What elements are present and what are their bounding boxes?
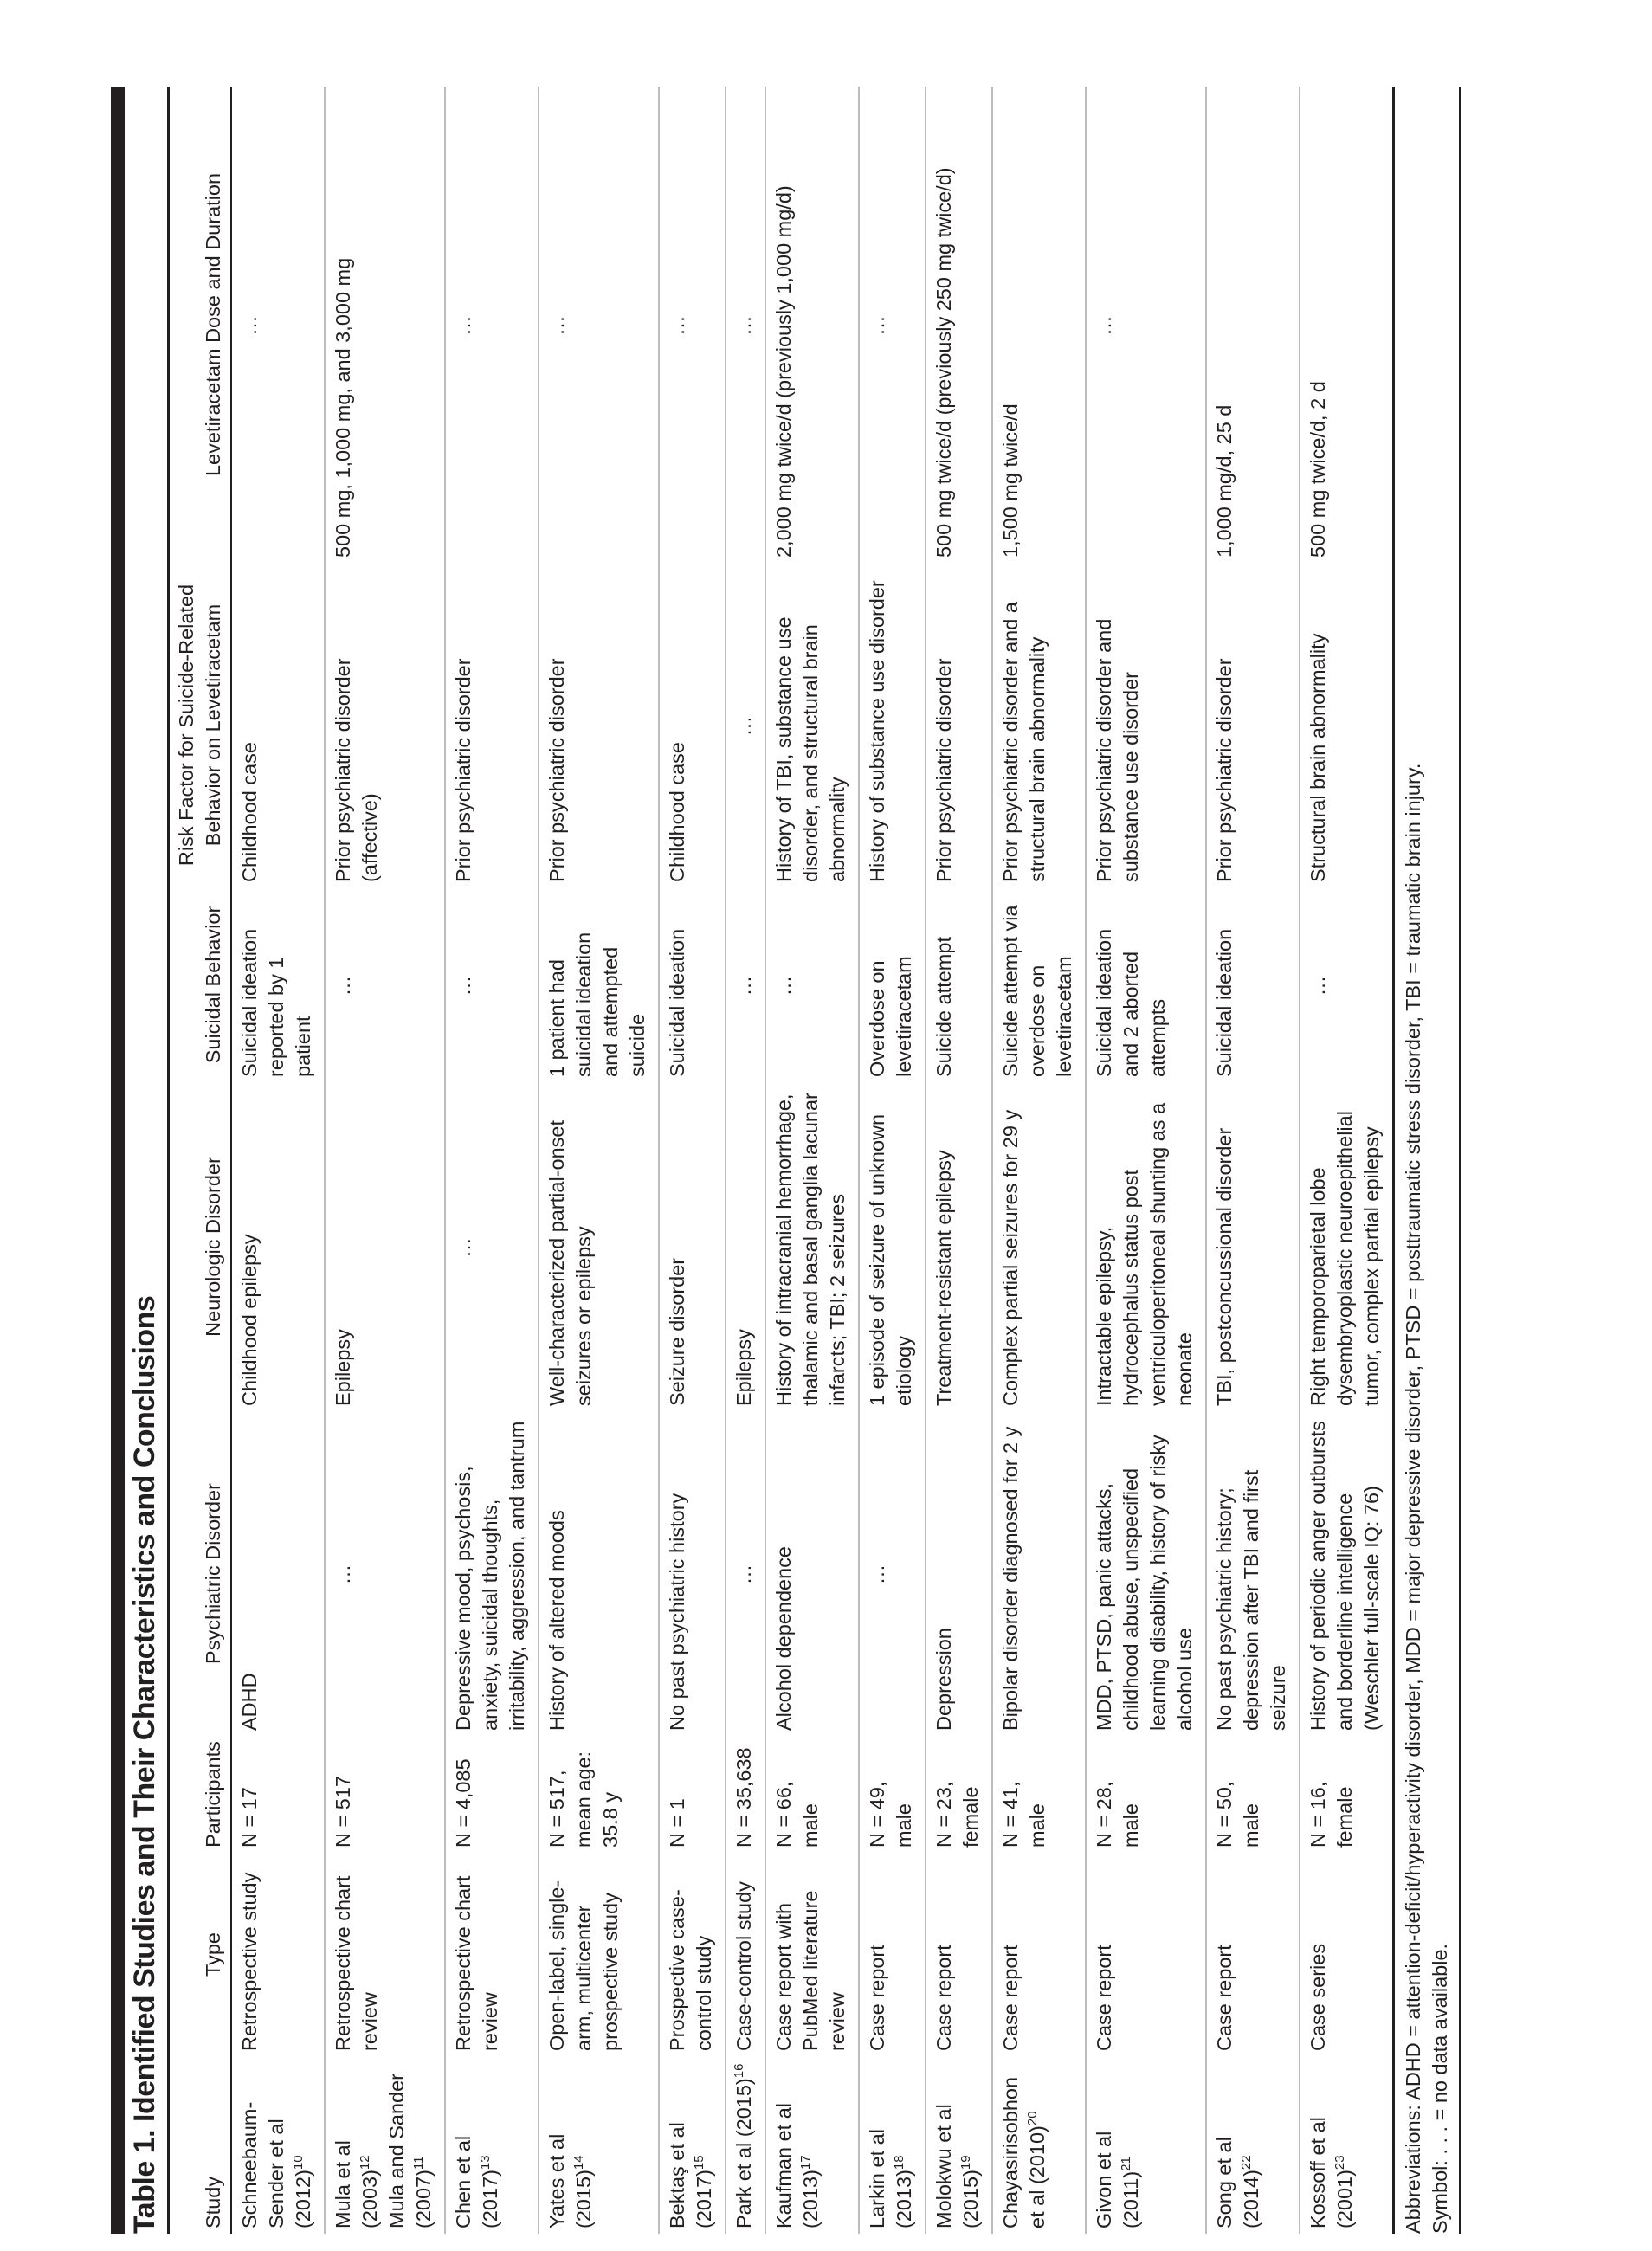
cell-dose: 1,000 mg/d, 25 d (1206, 87, 1300, 563)
cell-psychiatric: … (859, 1411, 926, 1736)
study-name: Chen et al (2017) (452, 2135, 501, 2228)
studies-table (167, 87, 1395, 2234)
study-name: Chayasirisobhon et al (2010) (999, 2076, 1049, 2228)
cell-type: Retrospective chart review (445, 1853, 539, 2056)
cell-dose: 500 mg, 1,000 mg, and 3,000 mg (325, 87, 445, 563)
study-name: Mula et al (2003) (332, 2140, 381, 2228)
cell-participants: N = 66, male (765, 1736, 859, 1853)
cell-participants: N = 23, female (926, 1736, 992, 1853)
cell-risk: Prior psychiatric disorder (926, 563, 992, 887)
cell-psychiatric: ADHD (231, 1411, 325, 1736)
cell-study (726, 2056, 765, 2234)
reference-number: 20 (1025, 2111, 1041, 2126)
cell-study (1206, 2056, 1300, 2234)
header-dose: Levetiracetam Dose and Duration (169, 87, 232, 563)
cell-suicidal: … (325, 887, 445, 1082)
cell-type: Open-label, single-arm, multicenter prospective study (539, 1853, 659, 2056)
symbol-note: Symbol: . . . = no data available. (1429, 1943, 1451, 2234)
cell-participants: N = 35,638 (726, 1736, 765, 1853)
cell-risk: History of substance use disorder (859, 563, 926, 887)
reference-number: 23 (1333, 2155, 1348, 2170)
cell-dose: … (231, 87, 325, 563)
cell-risk: Prior psychiatric disorder and substance use disorder (1086, 563, 1206, 887)
cell-type: Retrospective chart review (325, 1853, 445, 2056)
table-row (231, 87, 325, 2234)
table-row (1086, 87, 1206, 2234)
cell-suicidal: Suicidal ideation (1206, 887, 1300, 1082)
cell-suicidal: … (445, 887, 539, 1082)
cell-study (859, 2056, 926, 2234)
cell-participants: N = 1 (659, 1736, 726, 1853)
cell-dose: … (1086, 87, 1206, 563)
cell-neurologic: TBI, postconcussional disorder (1206, 1082, 1300, 1411)
cell-participants: N = 16, female (1300, 1736, 1394, 1853)
cell-neurologic: History of intracranial hemorrhage, thalamic and basal ganglia lacunar infarcts; TBI; 2 seizures (765, 1082, 859, 1411)
cell-risk: Prior psychiatric disorder (539, 563, 659, 887)
table-row (1300, 87, 1394, 2234)
cell-type: Prospective case-control study (659, 1853, 726, 2056)
header-study: Study (169, 2056, 232, 2234)
cell-suicidal: Suicidal ideation and 2 aborted attempts (1086, 887, 1206, 1082)
header-type: Type (169, 1853, 232, 2056)
reference-number: 13 (478, 2155, 494, 2170)
header-participants: Participants (169, 1736, 232, 1853)
cell-type: Case series (1300, 1853, 1394, 2056)
reference-number: 12 (358, 2155, 373, 2170)
cell-psychiatric: MDD, PTSD, panic attacks, childhood abuse, unspecified learning disability, history of risky alcohol use (1086, 1411, 1206, 1736)
study-name: Kossoff et al (2001) (1307, 2117, 1356, 2228)
cell-psychiatric: Bipolar disorder diagnosed for 2 y (992, 1411, 1086, 1736)
header-suicidal: Suicidal Behavior (169, 887, 232, 1082)
cell-psychiatric: Depression (926, 1411, 992, 1736)
cell-study (992, 2056, 1086, 2234)
cell-suicidal: … (765, 887, 859, 1082)
table-title: Table 1. Identified Studies and Their Characteristics and Conclusions (128, 1295, 161, 2234)
cell-dose: 1,500 mg twice/d (992, 87, 1086, 563)
cell-dose: … (539, 87, 659, 563)
cell-suicidal: … (1300, 887, 1394, 1082)
abbreviations-note: Abbreviations: ADHD = attention-deficit/hyperactivity disorder, MDD = major depressive disorder, PTSD = posttraumatic stress disorder, TBI = traumatic brain injury. (1402, 763, 1424, 2234)
cell-dose: 500 mg twice/d, 2 d (1300, 87, 1394, 563)
cell-suicidal: Overdose on levetiracetam (859, 887, 926, 1082)
header-psychiatric: Psychiatric Disorder (169, 1411, 232, 1736)
cell-type: Retrospective study (231, 1853, 325, 2056)
cell-neurologic: … (445, 1082, 539, 1411)
cell-risk: … (726, 563, 765, 887)
cell-participants: N = 517, mean age: 35.8 y (539, 1736, 659, 1853)
cell-psychiatric: … (726, 1411, 765, 1736)
table-row (926, 87, 992, 2234)
table-row (726, 87, 765, 2234)
cell-dose: 500 mg twice/d (previously 250 mg twice/d) (926, 87, 992, 563)
cell-study (765, 2056, 859, 2234)
cell-participants: N = 50, male (1206, 1736, 1300, 1853)
study-name: Yates et al (2015) (545, 2133, 595, 2228)
cell-psychiatric: History of altered moods (539, 1411, 659, 1736)
cell-psychiatric: … (325, 1411, 445, 1736)
cell-participants: N = 4,085 (445, 1736, 539, 1853)
cell-suicidal: Suicidal ideation reported by 1 patient (231, 887, 325, 1082)
table-row (765, 87, 859, 2234)
cell-dose: … (859, 87, 926, 563)
study-name: Bektaş et al (2017) (666, 2122, 715, 2228)
cell-type: Case report (1086, 1853, 1206, 2056)
cell-dose: 2,000 mg twice/d (previously 1,000 mg/d) (765, 87, 859, 563)
cell-psychiatric: No past psychiatric history (659, 1411, 726, 1736)
cell-risk: Prior psychiatric disorder and a structural brain abnormality (992, 563, 1086, 887)
table-footnote (1395, 87, 1461, 2234)
cell-suicidal: Suicidal ideation (659, 887, 726, 1082)
cell-neurologic: Right temporoparietal lobe dysembryoplastic neuroepithelial tumor, complex partial epilepsy (1300, 1082, 1394, 1411)
cell-neurologic: Intractable epilepsy, hydrocephalus status post ventriculoperitoneal shunting as a neonate (1086, 1082, 1206, 1411)
table-row (1206, 87, 1300, 2234)
reference-number: 10 (291, 2155, 307, 2170)
cell-participants: N = 17 (231, 1736, 325, 1853)
cell-participants: N = 28, male (1086, 1736, 1206, 1853)
cell-suicidal: Suicide attempt via overdose on levetiracetam (992, 887, 1086, 1082)
cell-type: Case report (926, 1853, 992, 2056)
cell-neurologic: 1 episode of seizure of unknown etiology (859, 1082, 926, 1411)
cell-type: Case-control study (726, 1853, 765, 2056)
cell-dose: … (726, 87, 765, 563)
cell-study (1086, 2056, 1206, 2234)
study-name: Givon et al (2011) (1093, 2131, 1142, 2228)
cell-neurologic: Complex partial seizures for 29 y (992, 1082, 1086, 1411)
reference-number: 19 (958, 2155, 974, 2170)
cell-risk: Prior psychiatric disorder (affective) (325, 563, 445, 887)
table-row (325, 87, 445, 2234)
header-neurologic: Neurologic Disorder (169, 1082, 232, 1411)
cell-neurologic: Well-characterized partial-onset seizures or epilepsy (539, 1082, 659, 1411)
cell-study (1300, 2056, 1394, 2234)
cell-psychiatric: Alcohol dependence (765, 1411, 859, 1736)
cell-psychiatric: History of periodic anger outbursts and borderline intelligence (Weschler full-scale IQ: 76) (1300, 1411, 1394, 1736)
cell-study (325, 2056, 445, 2234)
reference-number: 18 (892, 2155, 907, 2170)
rotated-table-page (111, 87, 1539, 2234)
study-name: Kaufman et al (2013) (772, 2102, 822, 2228)
study-name: Song et al (2014) (1213, 2137, 1262, 2228)
reference-number: 17 (798, 2155, 814, 2170)
cell-risk: Childhood case (231, 563, 325, 887)
cell-study (231, 2056, 325, 2234)
cell-risk: History of TBI, substance use disorder, and structural brain abnormality (765, 563, 859, 887)
table-row (445, 87, 539, 2234)
study-name: Schneebaum-Sender et al (2012) (238, 2101, 314, 2228)
cell-type: Case report (992, 1853, 1086, 2056)
study-name: Park et al (2015) (732, 2078, 755, 2228)
table-row (992, 87, 1086, 2234)
cell-neurologic: Childhood epilepsy (231, 1082, 325, 1411)
cell-suicidal: … (726, 887, 765, 1082)
table-title-bar (111, 87, 167, 2234)
cell-type: Case report (859, 1853, 926, 2056)
cell-type: Case report (1206, 1853, 1300, 2056)
reference-number: 21 (1119, 2157, 1134, 2171)
cell-participants: N = 41, male (992, 1736, 1086, 1853)
cell-type: Case report with PubMed literature review (765, 1853, 859, 2056)
cell-neurologic: Epilepsy (325, 1082, 445, 1411)
cell-suicidal: 1 patient had suicidal ideation and attempted suicide (539, 887, 659, 1082)
table-header-row (169, 87, 232, 2234)
cell-neurologic: Seizure disorder (659, 1082, 726, 1411)
table-row (859, 87, 926, 2234)
header-risk: Risk Factor for Suicide-Related Behavior on Levetiracetam (169, 563, 232, 887)
cell-study (445, 2056, 539, 2234)
reference-number: 22 (1239, 2155, 1255, 2170)
table-row (659, 87, 726, 2234)
reference-number: 15 (692, 2155, 707, 2170)
study-name: Mula and Sander (2007) (385, 2074, 435, 2228)
reference-number: 11 (411, 2156, 427, 2170)
reference-number: 14 (571, 2155, 587, 2170)
cell-study (659, 2056, 726, 2234)
cell-participants: N = 517 (325, 1736, 445, 1853)
cell-dose: … (445, 87, 539, 563)
cell-psychiatric: No past psychiatric history; depression after TBI and first seizure (1206, 1411, 1300, 1736)
cell-study (539, 2056, 659, 2234)
cell-suicidal: Suicide attempt (926, 887, 992, 1082)
cell-neurologic: Treatment-resistant epilepsy (926, 1082, 992, 1411)
cell-risk: Prior psychiatric disorder (1206, 563, 1300, 887)
cell-risk: Prior psychiatric disorder (445, 563, 539, 887)
cell-risk: Structural brain abnormality (1300, 563, 1394, 887)
cell-risk: Childhood case (659, 563, 726, 887)
cell-participants: N = 49, male (859, 1736, 926, 1853)
reference-number: 16 (732, 2063, 747, 2079)
cell-psychiatric: Depressive mood, psychosis, anxiety, suicidal thoughts, irritability, aggression, and tantrum (445, 1411, 539, 1736)
study-name: Larkin et al (2013) (866, 2129, 915, 2228)
cell-study (926, 2056, 992, 2234)
study-name: Molokwu et al (2015) (932, 2104, 982, 2228)
cell-neurologic: Epilepsy (726, 1082, 765, 1411)
cell-dose: … (659, 87, 726, 563)
table-row (539, 87, 659, 2234)
